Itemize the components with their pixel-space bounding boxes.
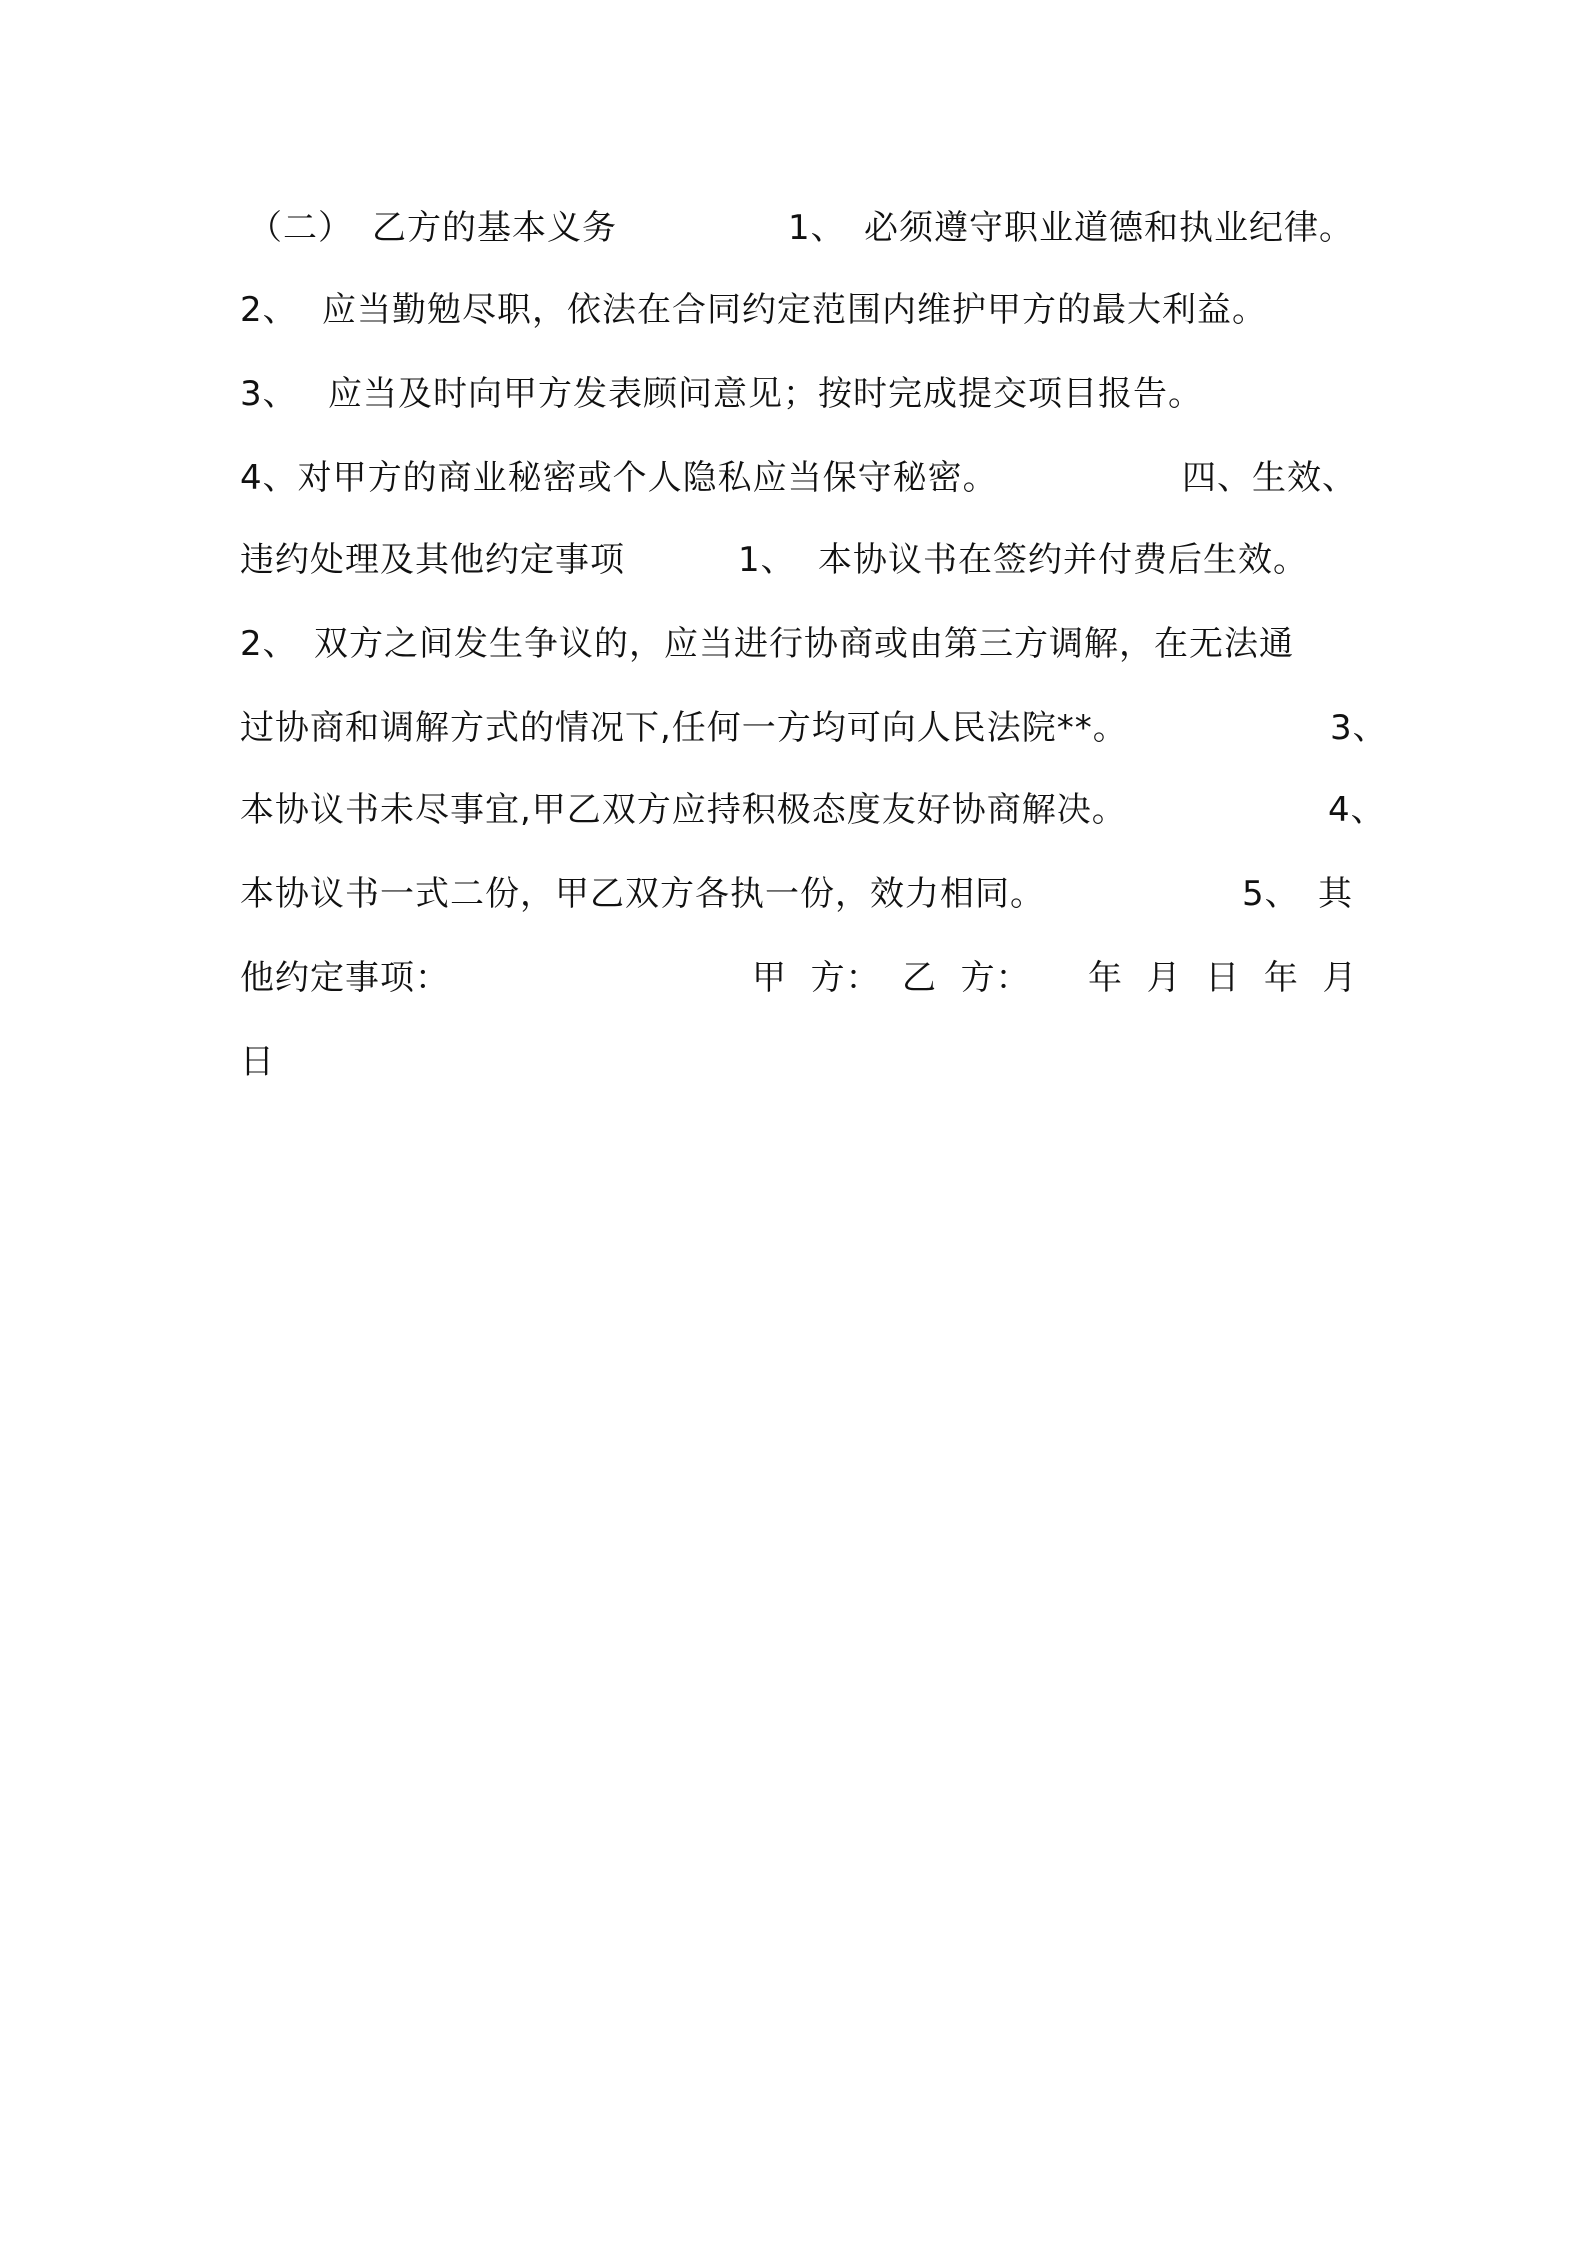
clause-text: 本协议书一式二份，甲乙双方各执一份，效力相同。 [240, 874, 1045, 914]
party-b-signature: 乙 方： [902, 958, 1031, 998]
text-line-7 [240, 698, 1388, 758]
clause-number: 2、 [240, 624, 298, 664]
text-line-1 [240, 198, 1370, 258]
clause-text: 4、对甲方的商业秘密或个人隐私应当保守秘密。 [240, 458, 998, 498]
text-line-9 [240, 864, 1370, 924]
section-heading-number: （二） [248, 208, 353, 248]
clause-text: 其 [1318, 874, 1353, 914]
clause-number: 3、 [1330, 708, 1388, 748]
clause-text: 应当勤勉尽职，依法在合同约定范围内维护甲方的最大利益。 [322, 290, 1267, 330]
clause-number: 3、 [240, 374, 298, 414]
text-line-10 [240, 948, 1370, 1008]
clause-number: 1、 [738, 540, 796, 580]
text-line-3 [240, 364, 1370, 424]
clause-number: 4、 [1328, 790, 1386, 830]
text-line-11 [240, 1032, 1370, 1092]
clause-number: 2、 [240, 290, 298, 330]
clause-text: 双方之间发生争议的，应当进行协商或由第三方调解，在无法通 [314, 624, 1294, 664]
section-heading-title: 乙方的基本义务 [372, 208, 617, 248]
clause-text: 过协商和调解方式的情况下,任何一方均可向人民法院**。 [240, 708, 1128, 748]
clause-text: 必须遵守职业道德和执业纪律。 [864, 208, 1354, 248]
section-heading: 违约处理及其他约定事项 [240, 540, 625, 580]
date-field-day: 日 [240, 1042, 275, 1082]
text-line-5 [240, 530, 1370, 590]
date-fields: 年 月 日 年 月 [1088, 958, 1358, 998]
text-line-2 [240, 280, 1370, 340]
text-line-6 [240, 614, 1370, 674]
clause-text: 应当及时向甲方发表顾问意见；按时完成提交项目报告。 [328, 374, 1203, 414]
clause-text: 本协议书未尽事宜,甲乙双方应持积极态度友好协商解决。 [240, 790, 1127, 830]
section-heading: 四、生效、 [1182, 458, 1357, 498]
party-a-signature: 甲 方： [752, 958, 881, 998]
clause-number: 1、 [788, 208, 846, 248]
text-line-4 [240, 448, 1370, 508]
text-line-8 [240, 780, 1386, 840]
clause-text: 他约定事项： [240, 958, 450, 998]
clause-text: 本协议书在签约并付费后生效。 [818, 540, 1308, 580]
clause-number: 5、 [1242, 874, 1300, 914]
